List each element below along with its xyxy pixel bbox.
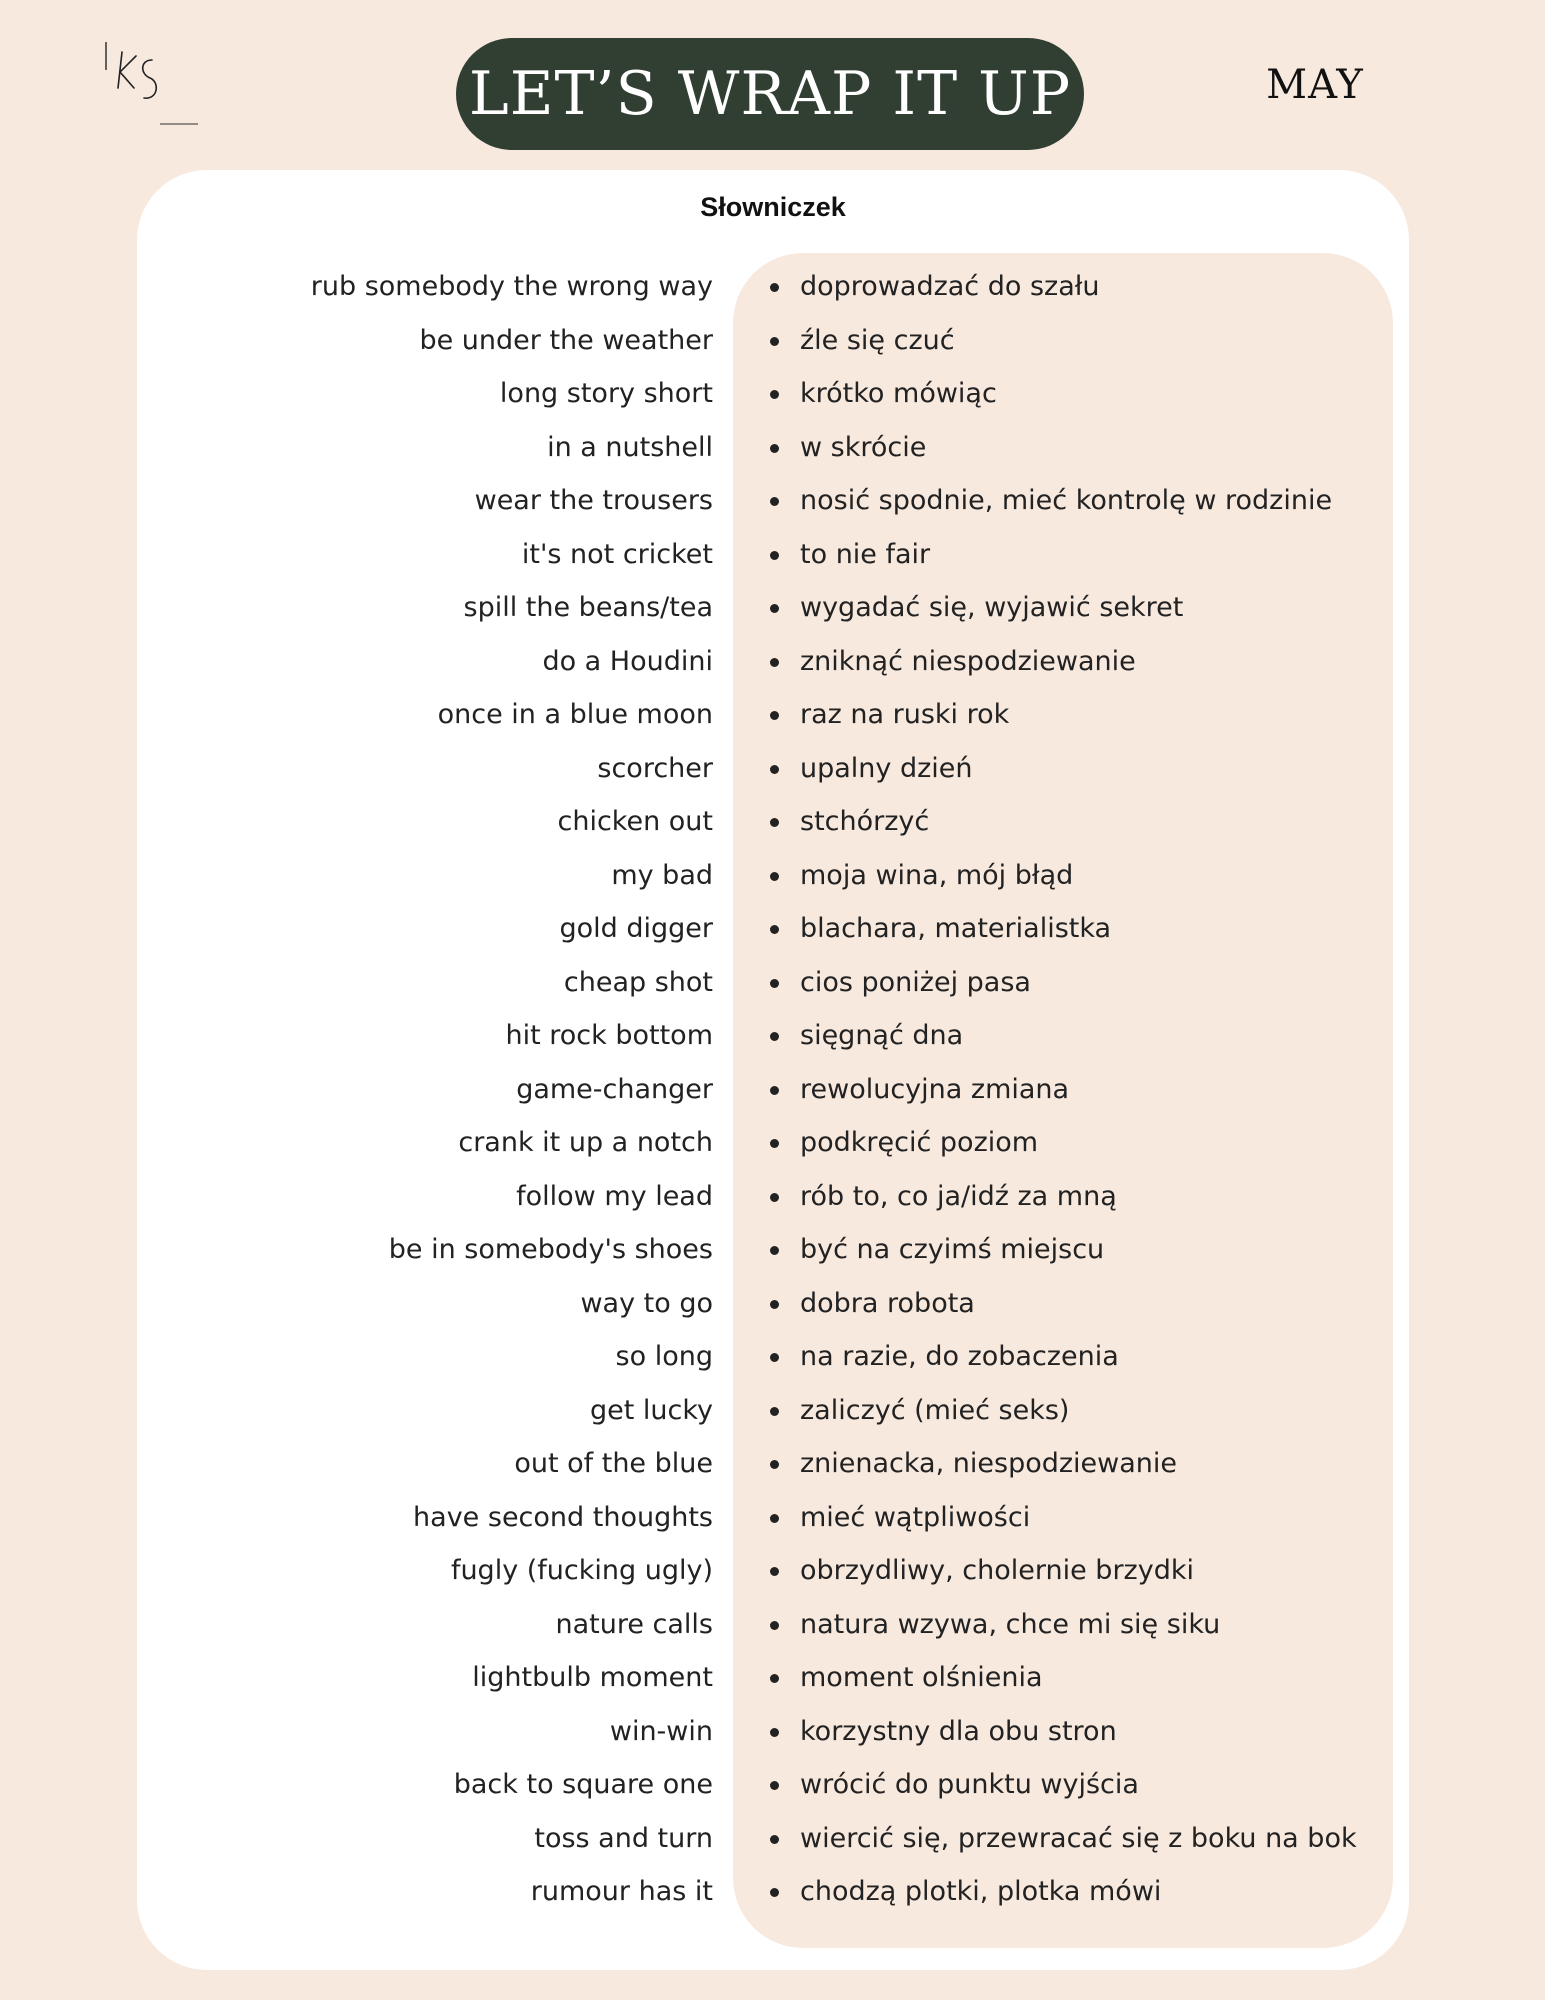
glossary-entry	[137, 581, 1409, 635]
glossary-entry	[137, 474, 1409, 528]
bullet-icon	[770, 1407, 779, 1416]
bullet-icon	[770, 925, 779, 934]
bullet-icon	[770, 1888, 779, 1897]
bullet-icon	[770, 1193, 779, 1202]
glossary-term: gold digger	[559, 913, 713, 944]
bullet-icon	[770, 497, 779, 506]
bullet-icon	[770, 1781, 779, 1790]
glossary-term: get lucky	[589, 1394, 713, 1426]
glossary-entry	[137, 1812, 1409, 1866]
bullet-icon	[770, 979, 779, 988]
glossary-term: wear the trousers	[474, 485, 713, 516]
glossary-definition: moja wina, mój błąd	[800, 859, 1074, 891]
glossary-definition: wiercić się, przewracać się z boku na bok	[800, 1822, 1357, 1854]
glossary-definition: obrzydliwy, cholernie brzydki	[800, 1555, 1194, 1586]
glossary-term: nature calls	[555, 1608, 713, 1640]
glossary-entry	[137, 528, 1409, 582]
glossary-definition: to nie fair	[800, 538, 931, 570]
glossary-term: long story short	[499, 378, 713, 409]
glossary-definition: źle się czuć	[800, 324, 955, 356]
glossary-entry	[137, 1544, 1409, 1598]
glossary-definition: być na czyimś miejscu	[800, 1234, 1105, 1265]
glossary-entry	[137, 849, 1409, 903]
glossary-heading: Słowniczek	[700, 192, 846, 222]
glossary-term: way to go	[580, 1287, 713, 1319]
bullet-icon	[770, 444, 779, 453]
glossary-term: my bad	[611, 859, 713, 891]
glossary-term: lightbulb moment	[472, 1662, 713, 1693]
glossary-entry	[137, 1598, 1409, 1652]
bullet-icon	[770, 1139, 779, 1148]
glossary-entry	[137, 956, 1409, 1010]
glossary-definition: wygadać się, wyjawić sekret	[800, 592, 1184, 623]
glossary-definition: dobra robota	[800, 1287, 975, 1319]
glossary-entry	[137, 1170, 1409, 1224]
glossary-term: win-win	[609, 1715, 713, 1747]
glossary-entry	[137, 421, 1409, 475]
glossary-definition: chodzą plotki, plotka mówi	[800, 1876, 1162, 1907]
glossary-term: so long	[615, 1341, 713, 1372]
glossary-definition: w skrócie	[800, 431, 927, 463]
glossary-term: cheap shot	[563, 966, 713, 998]
glossary-term: out of the blue	[514, 1448, 713, 1479]
bullet-icon	[770, 1674, 779, 1683]
glossary-entry	[137, 1277, 1409, 1331]
bullet-icon	[770, 604, 779, 613]
glossary-term: game-changer	[516, 1073, 713, 1105]
bullet-icon	[770, 1032, 779, 1041]
glossary-term: have second thoughts	[413, 1501, 713, 1533]
glossary-definition: cios poniżej pasa	[800, 966, 1031, 998]
glossary-definition: rewolucyjna zmiana	[800, 1073, 1070, 1105]
bullet-icon	[770, 1621, 779, 1630]
bullet-icon	[770, 1728, 779, 1737]
glossary-definition: rób to, co ja/idź za mną	[800, 1180, 1117, 1212]
glossary-definition: zaliczyć (mieć seks)	[800, 1394, 1070, 1426]
glossary-definition: raz na ruski rok	[800, 699, 1010, 730]
bullet-icon	[770, 551, 779, 560]
bullet-icon	[770, 1246, 779, 1255]
bullet-icon	[770, 872, 779, 881]
glossary-definition: zniknąć niespodziewanie	[800, 645, 1136, 677]
bullet-icon	[770, 818, 779, 827]
bullet-icon	[770, 1514, 779, 1523]
glossary-card	[137, 170, 1409, 1970]
glossary-entry	[137, 260, 1409, 314]
month-label: MAY	[1266, 62, 1364, 108]
glossary-term: once in a blue moon	[437, 699, 713, 730]
glossary-entry	[137, 367, 1409, 421]
glossary-definition: upalny dzień	[800, 752, 973, 784]
glossary-definition: korzystny dla obu stron	[800, 1715, 1117, 1747]
glossary-entry	[137, 742, 1409, 796]
glossary-definition: podkręcić poziom	[800, 1127, 1039, 1158]
bullet-icon	[770, 1835, 779, 1844]
bullet-icon	[770, 1086, 779, 1095]
glossary-term: be under the weather	[419, 324, 713, 356]
bullet-icon	[770, 1460, 779, 1469]
glossary-term: rumour has it	[530, 1876, 713, 1907]
glossary-entry	[137, 688, 1409, 742]
glossary-term: scorcher	[597, 752, 713, 784]
glossary-list	[137, 260, 1409, 1919]
glossary-term: be in somebody's shoes	[388, 1234, 713, 1265]
glossary-definition: blachara, materialistka	[800, 913, 1112, 944]
glossary-definition: na razie, do zobaczenia	[800, 1341, 1119, 1372]
bullet-icon	[770, 337, 779, 346]
glossary-entry	[137, 314, 1409, 368]
bullet-icon	[770, 765, 779, 774]
glossary-term: toss and turn	[534, 1822, 713, 1854]
glossary-entry	[137, 795, 1409, 849]
glossary-definition: krótko mówiąc	[800, 378, 997, 409]
bullet-icon	[770, 1353, 779, 1362]
glossary-entry	[137, 1116, 1409, 1170]
glossary-term: follow my lead	[516, 1180, 713, 1212]
bullet-icon	[770, 390, 779, 399]
glossary-term: it's not cricket	[521, 538, 713, 570]
glossary-definition: stchórzyć	[800, 806, 930, 837]
glossary-term: chicken out	[557, 806, 713, 837]
glossary-entry	[137, 1865, 1409, 1919]
bullet-icon	[770, 658, 779, 667]
glossary-definition: moment olśnienia	[800, 1662, 1043, 1693]
glossary-term: in a nutshell	[547, 431, 713, 463]
glossary-entry	[137, 1651, 1409, 1705]
glossary-entry	[137, 1009, 1409, 1063]
glossary-entry	[137, 1491, 1409, 1545]
glossary-definition: wrócić do punktu wyjścia	[800, 1769, 1139, 1800]
glossary-definition: nosić spodnie, mieć kontrolę w rodzinie	[800, 485, 1333, 516]
page-title-text: LET’S WRAP IT UP	[468, 59, 1072, 129]
page-title	[456, 38, 1084, 150]
glossary-term: back to square one	[453, 1769, 713, 1800]
glossary-definition: znienacka, niespodziewanie	[800, 1448, 1177, 1479]
glossary-definition: mieć wątpliwości	[800, 1501, 1031, 1533]
glossary-term: fugly (fucking ugly)	[450, 1555, 713, 1586]
glossary-entry	[137, 1330, 1409, 1384]
glossary-entry	[137, 1705, 1409, 1759]
glossary-definition: sięgnąć dna	[800, 1020, 964, 1051]
bullet-icon	[770, 283, 779, 292]
glossary-term: crank it up a notch	[458, 1127, 713, 1158]
glossary-term: rub somebody the wrong way	[310, 271, 713, 302]
glossary-term: spill the beans/tea	[463, 592, 713, 623]
glossary-entry	[137, 902, 1409, 956]
glossary-definition: doprowadzać do szału	[800, 271, 1100, 302]
glossary-definition: natura wzywa, chce mi się siku	[800, 1608, 1221, 1640]
glossary-entry	[137, 1758, 1409, 1812]
glossary-entry	[137, 635, 1409, 689]
glossary-entry	[137, 1063, 1409, 1117]
bullet-icon	[770, 1567, 779, 1576]
glossary-term: hit rock bottom	[505, 1020, 713, 1051]
ks-signature-logo	[100, 38, 200, 128]
glossary-entry	[137, 1437, 1409, 1491]
bullet-icon	[770, 1300, 779, 1309]
glossary-entry	[137, 1384, 1409, 1438]
bullet-icon	[770, 711, 779, 720]
glossary-term: do a Houdini	[542, 645, 713, 677]
glossary-entry	[137, 1223, 1409, 1277]
